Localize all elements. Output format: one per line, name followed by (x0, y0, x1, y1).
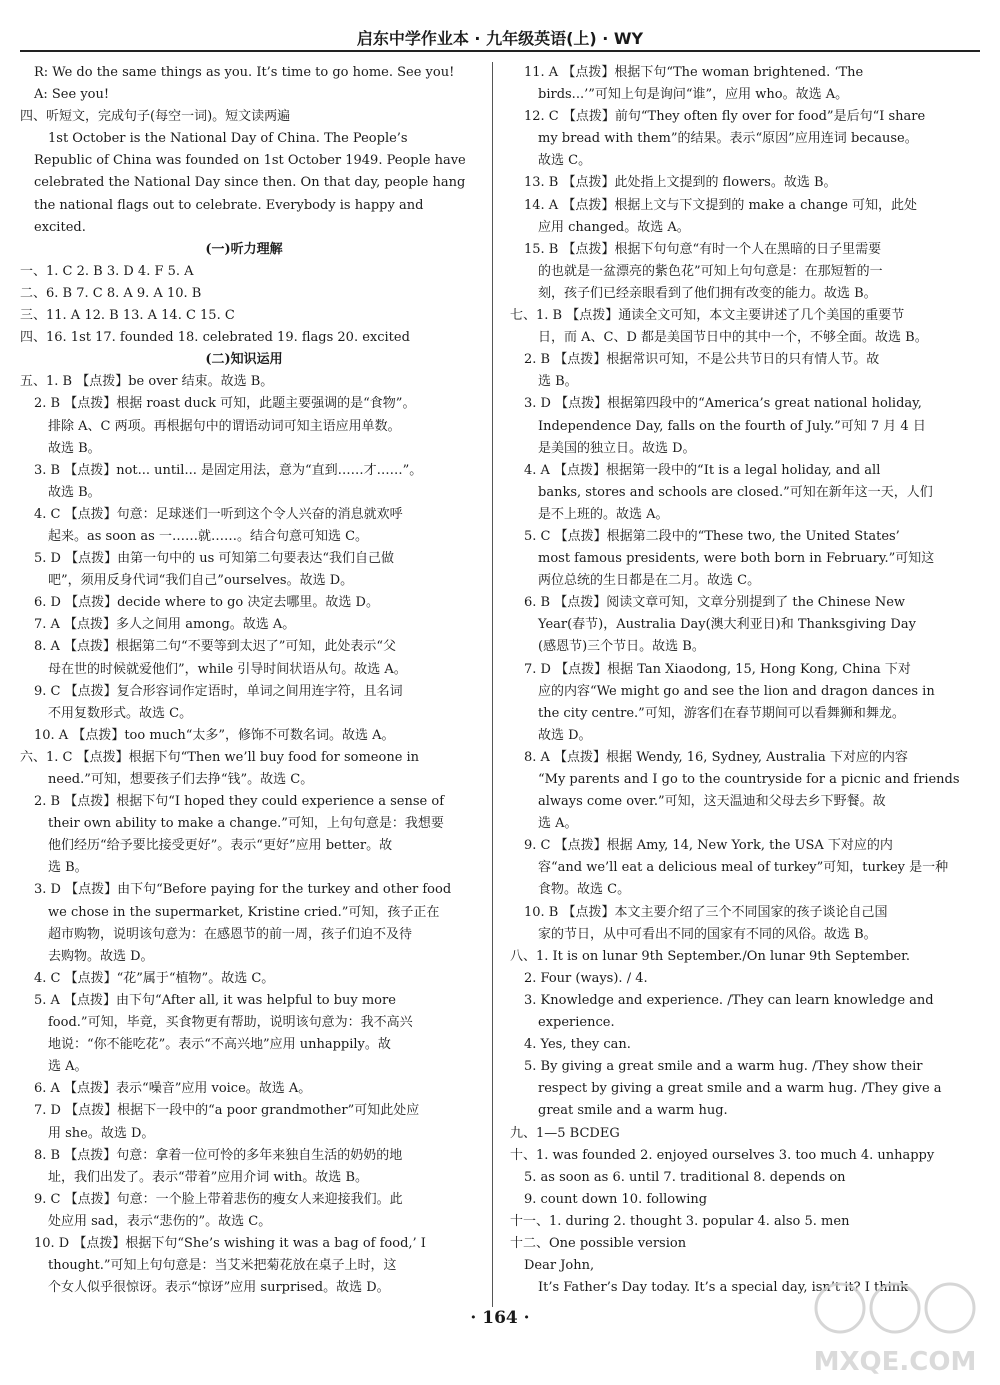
answer-line: 家的节日，从中可看出不同的国家有不同的风俗。故选 B。 (538, 926, 877, 942)
text-line: excited. (34, 219, 86, 235)
answer-line: 刻，孩子们已经亲眼看到了他们拥有改变的能力。故选 B。 (538, 285, 877, 301)
answer-line: 一、1. C 2. B 3. D 4. F 5. A (20, 263, 194, 279)
answer-line: 故选 C。 (538, 153, 592, 169)
answer-line: 选 B。 (48, 860, 88, 876)
answer-line: (感恩节)三个节日。故选 B。 (538, 639, 705, 655)
answer-line: 十、1. was founded 2. enjoyed ourselves 3. too much 4. unhappy (510, 1147, 935, 1163)
answer-line: 9. count down 10. following (524, 1191, 708, 1207)
answer-line: 二、6. B 7. C 8. A 9. A 10. B (20, 285, 202, 301)
answer-line: 他们经历“给予要比接受更好”。表示“更好”应用 better。故 (48, 838, 393, 854)
answer-line: food.”可知，毕竟，买食物更有帮助，说明该句意为：我不高兴 (48, 1015, 413, 1031)
answer-line: great smile and a warm hug. (538, 1103, 728, 1119)
answer-line: 9. C 【点拨】句意：一个脸上带着悲伤的瘦女人来迎接我们。此 (34, 1191, 403, 1207)
answer-line: 吧”，须用反身代词“我们自己”ourselves。故选 D。 (48, 573, 354, 589)
answer-line: 排除 A、C 两项。再根据句中的谓语动词可知主语应用单数。 (48, 418, 401, 434)
answer-line: Year(春节)，Australia Day(澳大利亚日)和 Thanksgiving Day (538, 617, 916, 633)
answer-line: their own ability to make a change.”可知，上句句意是：我想要 (48, 816, 444, 832)
answer-line: 六、1. C 【点拨】根据下句“Then we’ll buy food for someone in (20, 749, 420, 765)
answer-line: 2. Four (ways). / 4. (524, 970, 648, 986)
answer-line: Independence Day, falls on the fourth of July.”可知 7 月 4 日 (538, 418, 926, 434)
text-line: 1st October is the National Day of China. The People’s (48, 131, 408, 147)
running-header: 启东中学作业本 · 九年级英语(上) · WY (356, 29, 644, 48)
answer-line: 起来。as soon as 一……就……。结合句意可知选 C。 (48, 528, 369, 544)
text-line: R: We do the same things as you. It’s time to go home. See you! (34, 65, 455, 80)
answer-line: 是不上班的。故选 A。 (538, 506, 669, 522)
answer-line: 选 B。 (538, 374, 578, 390)
answer-line: the city centre.”可知，游客们在春节期间可以看舞狮和舞龙。 (538, 705, 905, 721)
answer-line: 是美国的独立日。故选 D。 (538, 440, 696, 456)
answer-line: 10. A 【点拨】too much“太多”，修饰不可数名词。故选 A。 (34, 727, 395, 743)
answer-line: 故选 D。 (538, 727, 592, 743)
answer-line: my bread with them”的结果。表示“原因”应用连词 because。 (538, 131, 918, 147)
answer-line: 用 she。故选 D。 (48, 1125, 155, 1141)
answer-line: 5. By giving a great smile and a warm hug. /They show their (524, 1059, 923, 1075)
letter-salutation: Dear John, (524, 1258, 595, 1274)
answer-line: 5. D 【点拨】由第一句中的 us 可知第二句要表达“我们自己做 (34, 551, 395, 567)
answer-line: 十一、1. during 2. thought 3. popular 4. also 5. men (510, 1213, 850, 1229)
answer-line: 应的内容“We might go and see the lion and dragon dances in (538, 683, 935, 699)
answer-line: experience. (538, 1015, 615, 1031)
answer-line: 四、16. 1st 17. founded 18. celebrated 19. flags 20. excited (20, 330, 410, 346)
text-line: celebrated the National Day since then. On that day, people hang (34, 175, 466, 191)
answer-line: 三、11. A 12. B 13. A 14. C 15. C (20, 308, 235, 324)
answer-line: 4. Yes, they can. (524, 1037, 631, 1053)
answer-line: 11. A 【点拨】根据下句“The woman brightened. ‘The (524, 65, 864, 80)
watermark-logo (800, 1270, 990, 1380)
answer-line: 址，我们出发了。表示“带着”应用介词 with。故选 B。 (48, 1169, 368, 1185)
answer-line: always come over.”可知，这天温迪和父母去乡下野餐。故 (538, 794, 886, 810)
answer-line: 8. B 【点拨】句意：拿着一位可怜的多年来独自生活的奶奶的地 (34, 1147, 403, 1163)
answer-line: 6. D 【点拨】decide where to go 决定去哪里。故选 D。 (34, 595, 379, 611)
answer-line: 不用复数形式。故选 C。 (48, 705, 193, 721)
answer-line: 九、1—5 BCDEG (510, 1125, 620, 1141)
right-column (510, 62, 960, 1299)
answer-line: respect by giving a great smile and a warm hug. /They give a (538, 1081, 942, 1097)
text-line: the national flags out to celebrate. Everybody is happy and (34, 197, 424, 213)
answer-line: 7. D 【点拨】根据 Tan Xiaodong, 15, Hong Kong, China 下对 (524, 661, 911, 677)
answer-line: 日，而 A、C、D 都是美国节日中的其中一个，不够全面。故选 B。 (538, 330, 928, 346)
answer-line: 7. D 【点拨】根据下一段中的“a poor grandmother”可知此处应 (34, 1103, 420, 1119)
answer-line: 3. Knowledge and experience. /They can learn knowledge and (524, 992, 934, 1008)
answer-line: 2. B 【点拨】根据 roast duck 可知，此题主要强调的是“食物”。 (34, 396, 416, 412)
answer-line: 应用 changed。故选 A。 (538, 219, 690, 235)
answer-line: 3. D 【点拨】根据第四段中的“America’s great national holiday, (524, 396, 922, 412)
answer-line: 7. A 【点拨】多人之间用 among。故选 A。 (34, 617, 296, 633)
answer-line: 5. A 【点拨】由下句“After all, it was helpful to buy more (34, 992, 396, 1008)
answer-line: 超市购物，说明该句意为：在感恩节的前一周，孩子们迫不及待 (48, 926, 413, 942)
answer-line: 6. B 【点拨】阅读文章可知，文章分别提到了 the Chinese New (524, 595, 906, 611)
answer-line: 6. A 【点拨】表示“噪音”应用 voice。故选 A。 (34, 1081, 312, 1097)
answer-line: 10. D 【点拨】根据下句“She’s wishing it was a bag of food,’ I (34, 1235, 426, 1251)
answer-line: 2. B 【点拨】根据常识可知，不是公共节日的只有情人节。故 (524, 352, 880, 368)
subsection-title: (二)知识运用 (205, 352, 283, 368)
answer-line: most famous presidents, were both born in February.”可知这 (538, 551, 935, 567)
subsection-title: (一)听力理解 (205, 241, 283, 257)
answer-line: 13. B 【点拨】此处指上文提到的 flowers。故选 B。 (524, 175, 837, 191)
answer-line: 个女人似乎很惊讶。表示“惊讶”应用 surprised。故选 D。 (48, 1280, 390, 1296)
answer-line: 14. A 【点拨】根据上文与下文提到的 make a change 可知，此处 (524, 197, 918, 213)
answer-line: 4. C 【点拨】句意：足球迷们一听到这个令人兴奋的消息就欢呼 (34, 506, 403, 522)
answer-line: 两位总统的生日都是在二月。故选 C。 (538, 573, 761, 589)
answer-line: 去购物。故选 D。 (48, 948, 154, 964)
answer-line: 故选 B。 (48, 484, 101, 500)
answer-line: 故选 B。 (48, 440, 101, 456)
letter-body-line: It’s Father’s Day today. It’s a special day, isn’t it? I think (538, 1280, 909, 1296)
answer-line: 十二、One possible version (510, 1235, 687, 1251)
answer-line: 8. A 【点拨】根据 Wendy, 16, Sydney, Australia 下对应的内容 (524, 749, 908, 765)
answer-line: 3. D 【点拨】由下句“Before paying for the turkey and other food (34, 882, 452, 898)
answer-line: 9. C 【点拨】根据 Amy, 14, New York, the USA 下对应的内 (524, 838, 893, 854)
answer-line: 10. B 【点拨】本文主要介绍了三个不同国家的孩子谈论自己国 (524, 904, 888, 920)
answer-line: “My parents and I go to the countryside for a picnic and friends (538, 772, 960, 787)
answer-line: 容“and we’ll eat a delicious meal of turkey”可知，turkey 是一种 (538, 860, 949, 876)
answer-line: 五、1. B 【点拨】be over 结束。故选 B。 (20, 374, 274, 390)
answer-line: 选 A。 (48, 1059, 88, 1075)
answer-line: 选 A。 (538, 816, 578, 832)
text-line: A: See you! (34, 87, 110, 103)
answer-line: 5. as soon as 6. until 7. traditional 8. depends on (524, 1169, 846, 1185)
left-column (20, 62, 468, 1299)
answer-line: 母在世的时候就爱他们”，while 引导时间状语从句。故选 A。 (48, 661, 407, 677)
header-rule (20, 50, 980, 52)
answer-line: 八、1. It is on lunar 9th September./On lunar 9th September. (510, 948, 911, 964)
answer-line: banks, stores and schools are closed.”可知在新年这一天，人们 (538, 484, 933, 500)
answer-line: 地说：“你不能吃花”。表示“不高兴地”应用 unhappily。故 (48, 1037, 391, 1053)
section-heading: 四、听短文，完成句子(每空一词)。短文读两遍 (20, 109, 291, 125)
answer-line: thought.”可知上句句意是：当艾米把菊花放在桌子上时，这 (48, 1258, 397, 1274)
answer-line: 的也就是一盆漂亮的紫色花”可知上句句意是：在那短暂的一 (538, 263, 883, 279)
answer-line: 2. B 【点拨】根据下句“I hoped they could experience a sense of (34, 794, 445, 810)
text-line: Republic of China was founded on 1st October 1949. People have (34, 153, 466, 169)
answer-line: 4. A 【点拨】根据第一段中的“It is a legal holiday, and all (524, 462, 881, 478)
answer-line: 8. A 【点拨】根据第二句“不要等到太迟了”可知，此处表示“父 (34, 639, 396, 655)
column-divider (492, 62, 493, 1307)
answer-line: 15. B 【点拨】根据下句句意“有时一个人在黑暗的日子里需要 (524, 241, 882, 257)
answer-line: 食物。故选 C。 (538, 882, 631, 898)
answer-line: 12. C 【点拨】前句“They often fly over for food”是后句“I share (524, 109, 926, 125)
answer-line: 4. C 【点拨】“花”属于“植物”。故选 C。 (34, 970, 275, 986)
watermark-text: MXQE.COM (813, 1347, 977, 1377)
answer-line: need.”可知，想要孩子们去挣“钱”。故选 C。 (48, 772, 314, 787)
answer-line: 9. C 【点拨】复合形容词作定语时，单词之间用连字符，且名词 (34, 683, 403, 699)
answer-line: birds...’”可知上句是询问“谁”，应用 who。故选 A。 (538, 87, 849, 103)
answer-line: we chose in the supermarket, Kristine cried.”可知，孩子正在 (48, 904, 440, 920)
answer-line: 七、1. B 【点拨】通读全文可知，本文主要讲述了几个美国的重要节 (510, 308, 905, 324)
answer-line: 3. B 【点拨】not... until... 是固定用法，意为“直到……才……”。 (34, 462, 423, 478)
answer-line: 5. C 【点拨】根据第二段中的“These two, the United States’ (524, 528, 900, 544)
answer-line: 处应用 sad，表示“悲伤的”。故选 C。 (48, 1213, 272, 1229)
page-number: · 164 · (470, 1308, 530, 1328)
